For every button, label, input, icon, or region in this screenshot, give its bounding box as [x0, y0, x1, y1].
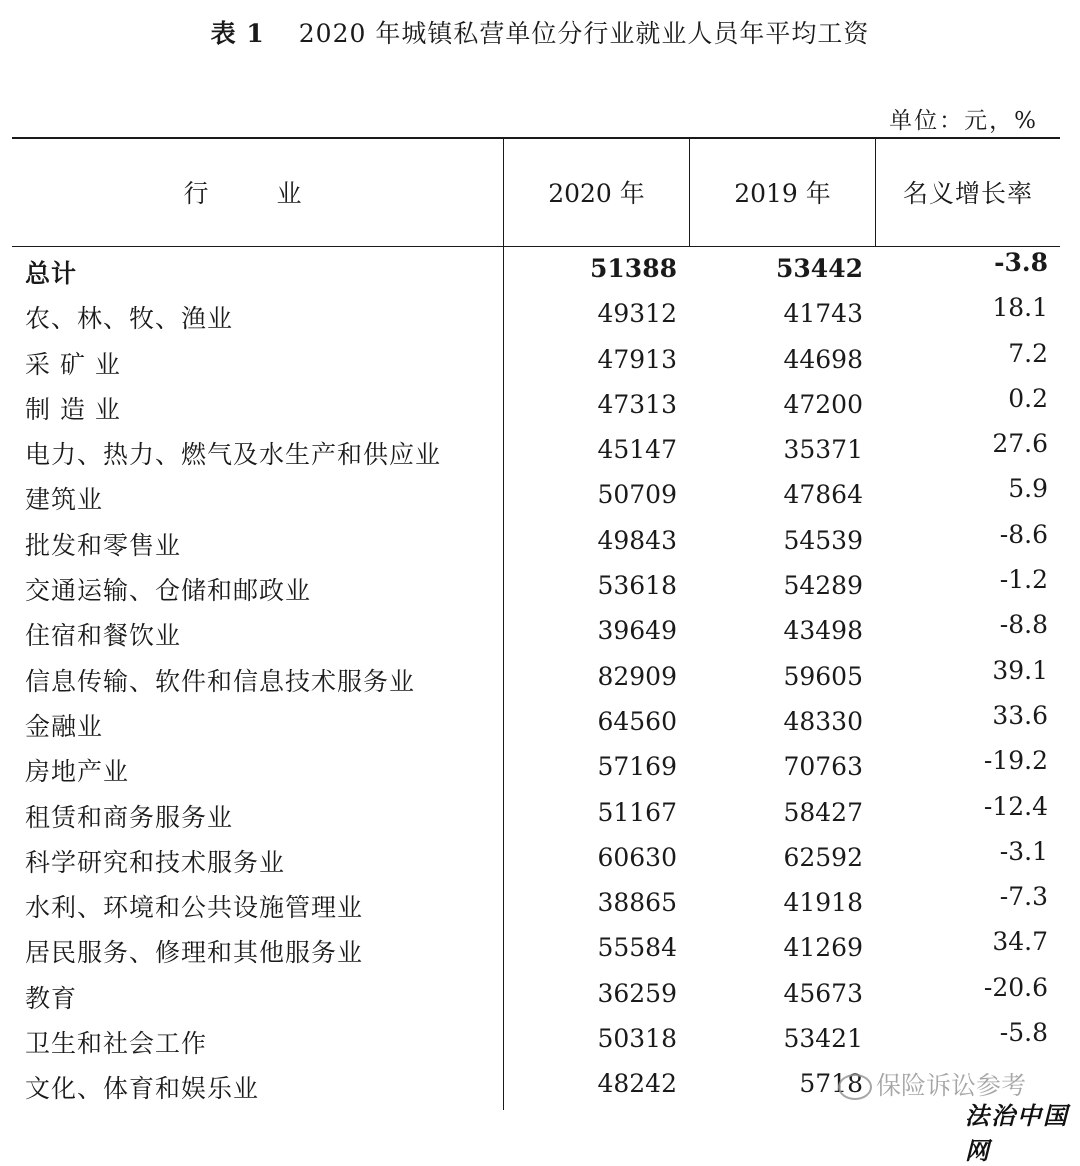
wage-2019: 45673	[783, 978, 863, 1008]
table-row	[0, 655, 1080, 703]
wage-2020: 51388	[590, 254, 677, 283]
growth-rate: -12.4	[983, 791, 1048, 821]
growth-rate: -8.8	[999, 610, 1048, 640]
industry-name: 采 矿 业	[25, 349, 121, 379]
industry-name: 金融业	[25, 711, 104, 741]
wage-2019: 41918	[783, 888, 863, 918]
industry-name: 电力、热力、燃气及水生产和供应业	[25, 440, 442, 470]
table-row	[0, 383, 1080, 431]
wage-2019: 43498	[783, 616, 863, 646]
growth-rate: 34.7	[992, 927, 1048, 957]
wage-2020: 60630	[597, 842, 677, 872]
industry-name: 住宿和餐饮业	[25, 621, 182, 651]
table-body	[0, 250, 1080, 1111]
wage-2020: 45147	[597, 435, 677, 465]
wechat-watermark-text: 保险诉讼参考	[876, 1071, 1027, 1100]
growth-rate: -19.2	[983, 746, 1048, 776]
growth-rate: 27.6	[992, 429, 1048, 459]
wage-2020: 47913	[597, 344, 677, 374]
table-row	[0, 836, 1080, 884]
wage-2019: 44698	[783, 344, 863, 374]
header-2019: 2019 年	[734, 179, 831, 208]
wage-2020: 50318	[597, 1024, 677, 1054]
wage-2019: 41269	[783, 933, 863, 963]
growth-rate: 39.1	[992, 655, 1048, 685]
wage-2020: 39649	[597, 616, 677, 646]
wage-2020: 82909	[597, 661, 677, 691]
wage-2020: 48242	[597, 1069, 677, 1099]
wage-2020: 55584	[597, 933, 677, 963]
wage-2019: 58427	[783, 797, 863, 827]
industry-name: 交通运输、仓储和邮政业	[25, 576, 312, 606]
growth-rate: -5.8	[999, 1018, 1048, 1048]
wage-2020: 57169	[597, 752, 677, 782]
wage-2019: 41743	[783, 299, 863, 329]
table-row	[0, 929, 1080, 974]
wage-2019: 48330	[783, 706, 863, 736]
header-2020: 2020 年	[548, 179, 645, 208]
industry-name: 农、林、牧、渔业	[25, 304, 234, 334]
growth-rate: 18.1	[992, 293, 1048, 323]
wechat-icon	[838, 1074, 872, 1100]
wage-2019: 54289	[783, 571, 863, 601]
table-row	[0, 519, 1080, 567]
table-row	[0, 972, 1080, 1020]
industry-name: 制 造 业	[25, 394, 121, 424]
growth-rate: 33.6	[992, 700, 1048, 730]
header-growth-rate: 名义增长率	[902, 179, 1033, 208]
wage-2019: 5718	[799, 1069, 863, 1099]
growth-rate: 0.2	[1008, 383, 1048, 413]
table-row	[0, 884, 1080, 929]
industry-name: 文化、体育和娱乐业	[25, 1074, 260, 1104]
industry-name: 居民服务、修理和其他服务业	[25, 938, 364, 968]
table-row	[0, 476, 1080, 521]
wage-2020: 53618	[597, 571, 677, 601]
wage-2020: 51167	[597, 797, 677, 827]
industry-name: 科学研究和技术服务业	[25, 847, 286, 877]
table-row	[0, 567, 1080, 612]
table-row	[0, 338, 1080, 386]
wage-2019: 62592	[783, 842, 863, 872]
industry-name: 信息传输、软件和信息技术服务业	[25, 666, 416, 696]
wage-2019: 54539	[783, 525, 863, 555]
wage-2019: 47200	[783, 389, 863, 419]
wage-2019: 70763	[783, 752, 863, 782]
table-row	[0, 431, 1080, 476]
wage-2019: 35371	[783, 435, 863, 465]
growth-rate: 7.2	[1008, 338, 1048, 368]
wage-2020: 49312	[597, 299, 677, 329]
wage-2019: 59605	[783, 661, 863, 691]
growth-rate: -3.8	[994, 248, 1048, 277]
wage-2020: 47313	[597, 389, 677, 419]
industry-name: 房地产业	[25, 757, 130, 787]
growth-rate: 5.9	[1008, 474, 1048, 504]
industry-name: 建筑业	[25, 485, 104, 515]
table-title	[0, 14, 1080, 50]
growth-rate: -3.1	[999, 836, 1048, 866]
unit-label: 单位：元，%	[889, 108, 1038, 134]
wage-2020: 50709	[597, 480, 677, 510]
table-number: 表 1	[210, 19, 265, 48]
table-row	[0, 700, 1080, 748]
table-row	[0, 612, 1080, 657]
industry-name: 批发和零售业	[25, 530, 182, 560]
growth-rate: -7.3	[999, 882, 1048, 912]
table-row	[0, 1020, 1080, 1065]
industry-name: 卫生和社会工作	[25, 1029, 208, 1059]
table-row	[0, 295, 1080, 340]
wage-2020: 38865	[597, 888, 677, 918]
table-row	[0, 748, 1080, 793]
industry-name: 租赁和商务服务业	[25, 802, 234, 832]
wage-2020: 49843	[597, 525, 677, 555]
wage-2019: 53421	[783, 1024, 863, 1054]
table-header-rule	[12, 246, 1060, 247]
industry-name: 教育	[25, 983, 78, 1013]
growth-rate: -8.6	[999, 519, 1048, 549]
growth-rate: -20.6	[983, 972, 1048, 1002]
site-watermark: 法治中国网	[965, 1101, 1069, 1165]
wage-2020: 36259	[597, 978, 677, 1008]
table-row	[0, 791, 1080, 839]
wage-2019: 47864	[783, 480, 863, 510]
wage-2019: 53442	[776, 254, 863, 283]
wage-2020: 64560	[597, 706, 677, 736]
industry-name: 总计	[25, 259, 78, 288]
header-industry: 行 业	[183, 179, 332, 208]
growth-rate: -1.2	[999, 565, 1048, 595]
table-row	[0, 250, 1080, 295]
industry-name: 水利、环境和公共设施管理业	[25, 893, 364, 923]
table-title-text: 2020 年城镇私营单位分行业就业人员年平均工资	[298, 19, 870, 48]
